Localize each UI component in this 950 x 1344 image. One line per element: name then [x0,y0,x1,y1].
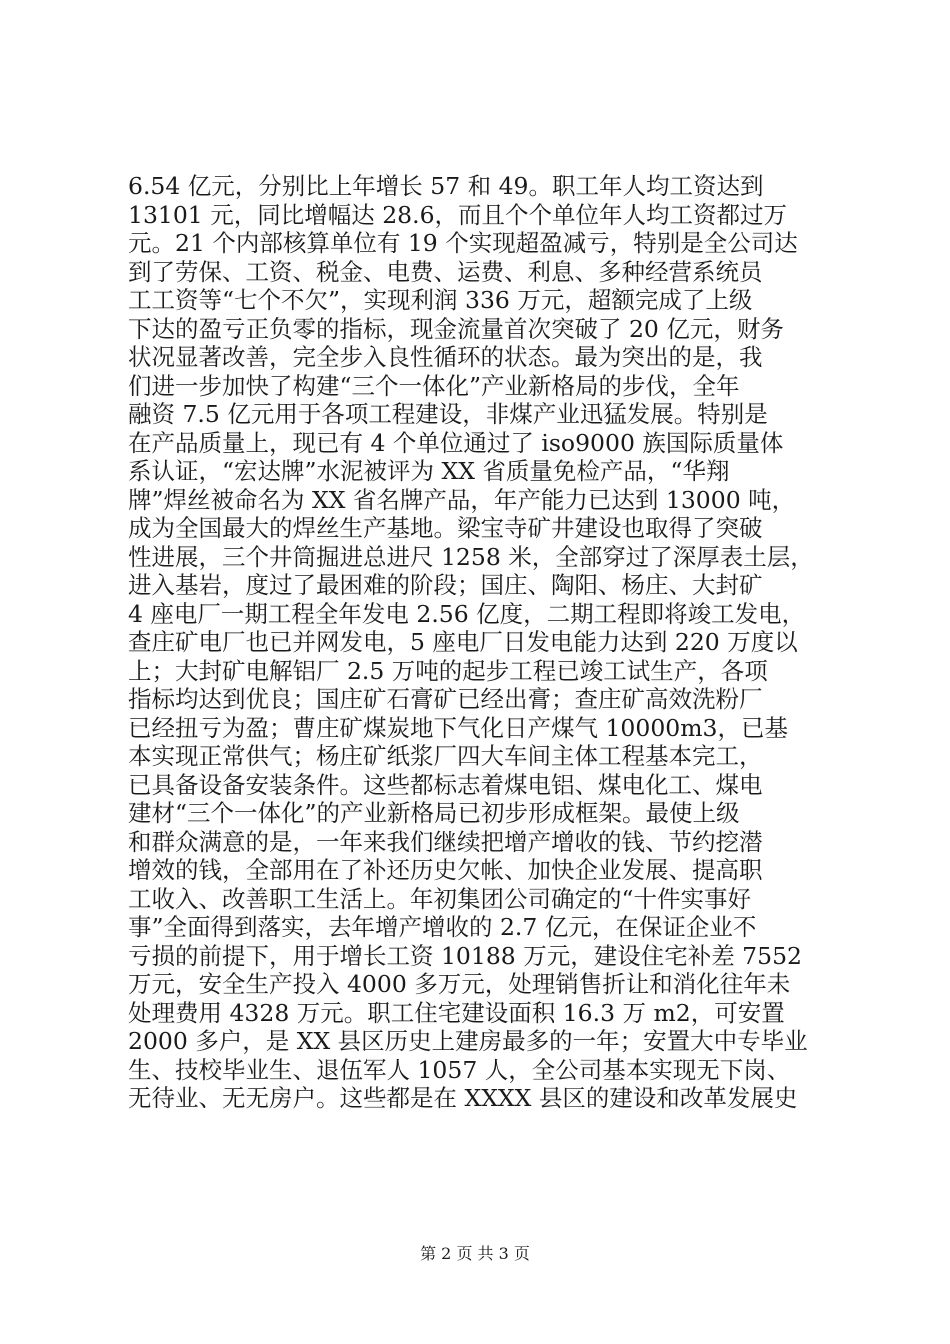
text-line: 事”全面得到落实，去年增产增收的 2.7 亿元，在保证企业不 [128,913,757,941]
text-line: 工收入、改善职工生活上。年初集团公司确定的“十件实事好 [128,884,752,913]
text-line: 建材“三个一体化”的产业新格局已初步形成框架。最使上级 [128,799,740,827]
text-line: 性进展，三个井筒掘进总进尺 1258 米，全部穿过了深厚表土层， [128,542,814,571]
text-line: 成为全国最大的焊丝生产基地。梁宝寺矿井建设也取得了突破 [128,514,763,542]
text-line: 处理费用 4328 万元。职工住宅建设面积 16.3 万 m2，可安置 [128,998,785,1027]
text-line: 无待业、无无房户。这些都是在 XXXX 县区的建设和改革发展史 [128,1084,798,1112]
text-line: 6.54 亿元，分别比上年增长 57 和 49。职工年人均工资达到 [128,172,764,200]
text-line: 万元，安全生产投入 4000 多万元，处理销售折让和消化往年未 [128,970,791,998]
text-line: 已经扭亏为盈；曹庄矿煤炭地下气化日产煤气 10000m3，已基 [128,713,788,742]
text-line: 融资 7.5 亿元用于各项工程建设，非煤产业迅猛发展。特别是 [128,400,768,428]
text-line: 到了劳保、工资、税金、电费、运费、利息、多种经营系统员 [128,257,763,286]
text-line: 状况显著改善，完全步入良性循环的状态。最为突出的是，我 [128,343,763,371]
text-line: 在产品质量上，现已有 4 个单位通过了 iso9000 族国际质量体 [128,428,784,457]
text-line: 和群众满意的是，一年来我们继续把增产增收的钱、节约挖潜 [128,827,763,856]
text-line: 4 座电厂一期工程全年发电 2.56 亿度，二期工程即将竣工发电， [128,599,806,628]
text-line: 上；大封矿电解铝厂 2.5 万吨的起步工程已竣工试生产，各项 [128,656,768,685]
text-line: 亏损的前提下，用于增长工资 10188 万元，建设住宅补差 7552 [128,941,802,970]
text-line: 2000 多户，是 XX 县区历史上建房最多的一年；安置大中专毕业 [128,1027,808,1055]
text-line: 已具备设备安装条件。这些都标志着煤电铝、煤电化工、煤电 [128,770,763,799]
text-line: 增效的钱，全部用在了补还历史欠帐、加快企业发展、提高职 [128,856,763,884]
body-paragraph [128,172,828,1113]
text-line: 们进一步加快了构建“三个一体化”产业新格局的步伐，全年 [128,371,740,400]
text-line: 13101 元，同比增幅达 28.6，而且个个单位年人均工资都过万 [128,200,788,229]
text-line: 本实现正常供气；杨庄矿纸浆厂四大车间主体工程基本完工， [128,742,763,770]
text-line: 工工资等“七个不欠”，实现利润 336 万元，超额完成了上级 [128,286,753,314]
text-line: 元。21 个内部核算单位有 19 个实现超盈减亏，特别是全公司达 [128,229,798,257]
text-line: 牌”焊丝被命名为 XX 省名牌产品，年产能力已达到 13000 吨， [128,485,796,514]
text-line: 查庄矿电厂也已并网发电，5 座电厂日发电能力达到 220 万度以 [128,628,798,656]
text-line: 进入基岩，度过了最困难的阶段；国庄、陶阳、杨庄、大封矿 [128,571,763,599]
text-line: 指标均达到优良；国庄矿石膏矿已经出膏；查庄矿高效洗粉厂 [128,685,763,713]
text-line: 系认证，“宏达牌”水泥被评为 XX 省质量免检产品，“华翔 [128,457,730,485]
text-line: 生、技校毕业生、退伍军人 1057 人，全公司基本实现无下岗、 [128,1055,791,1084]
page-footer: 第 2 页 共 3 页 [420,1244,530,1263]
text-line: 下达的盈亏正负零的指标，现金流量首次突破了 20 亿元，财务 [128,314,784,343]
